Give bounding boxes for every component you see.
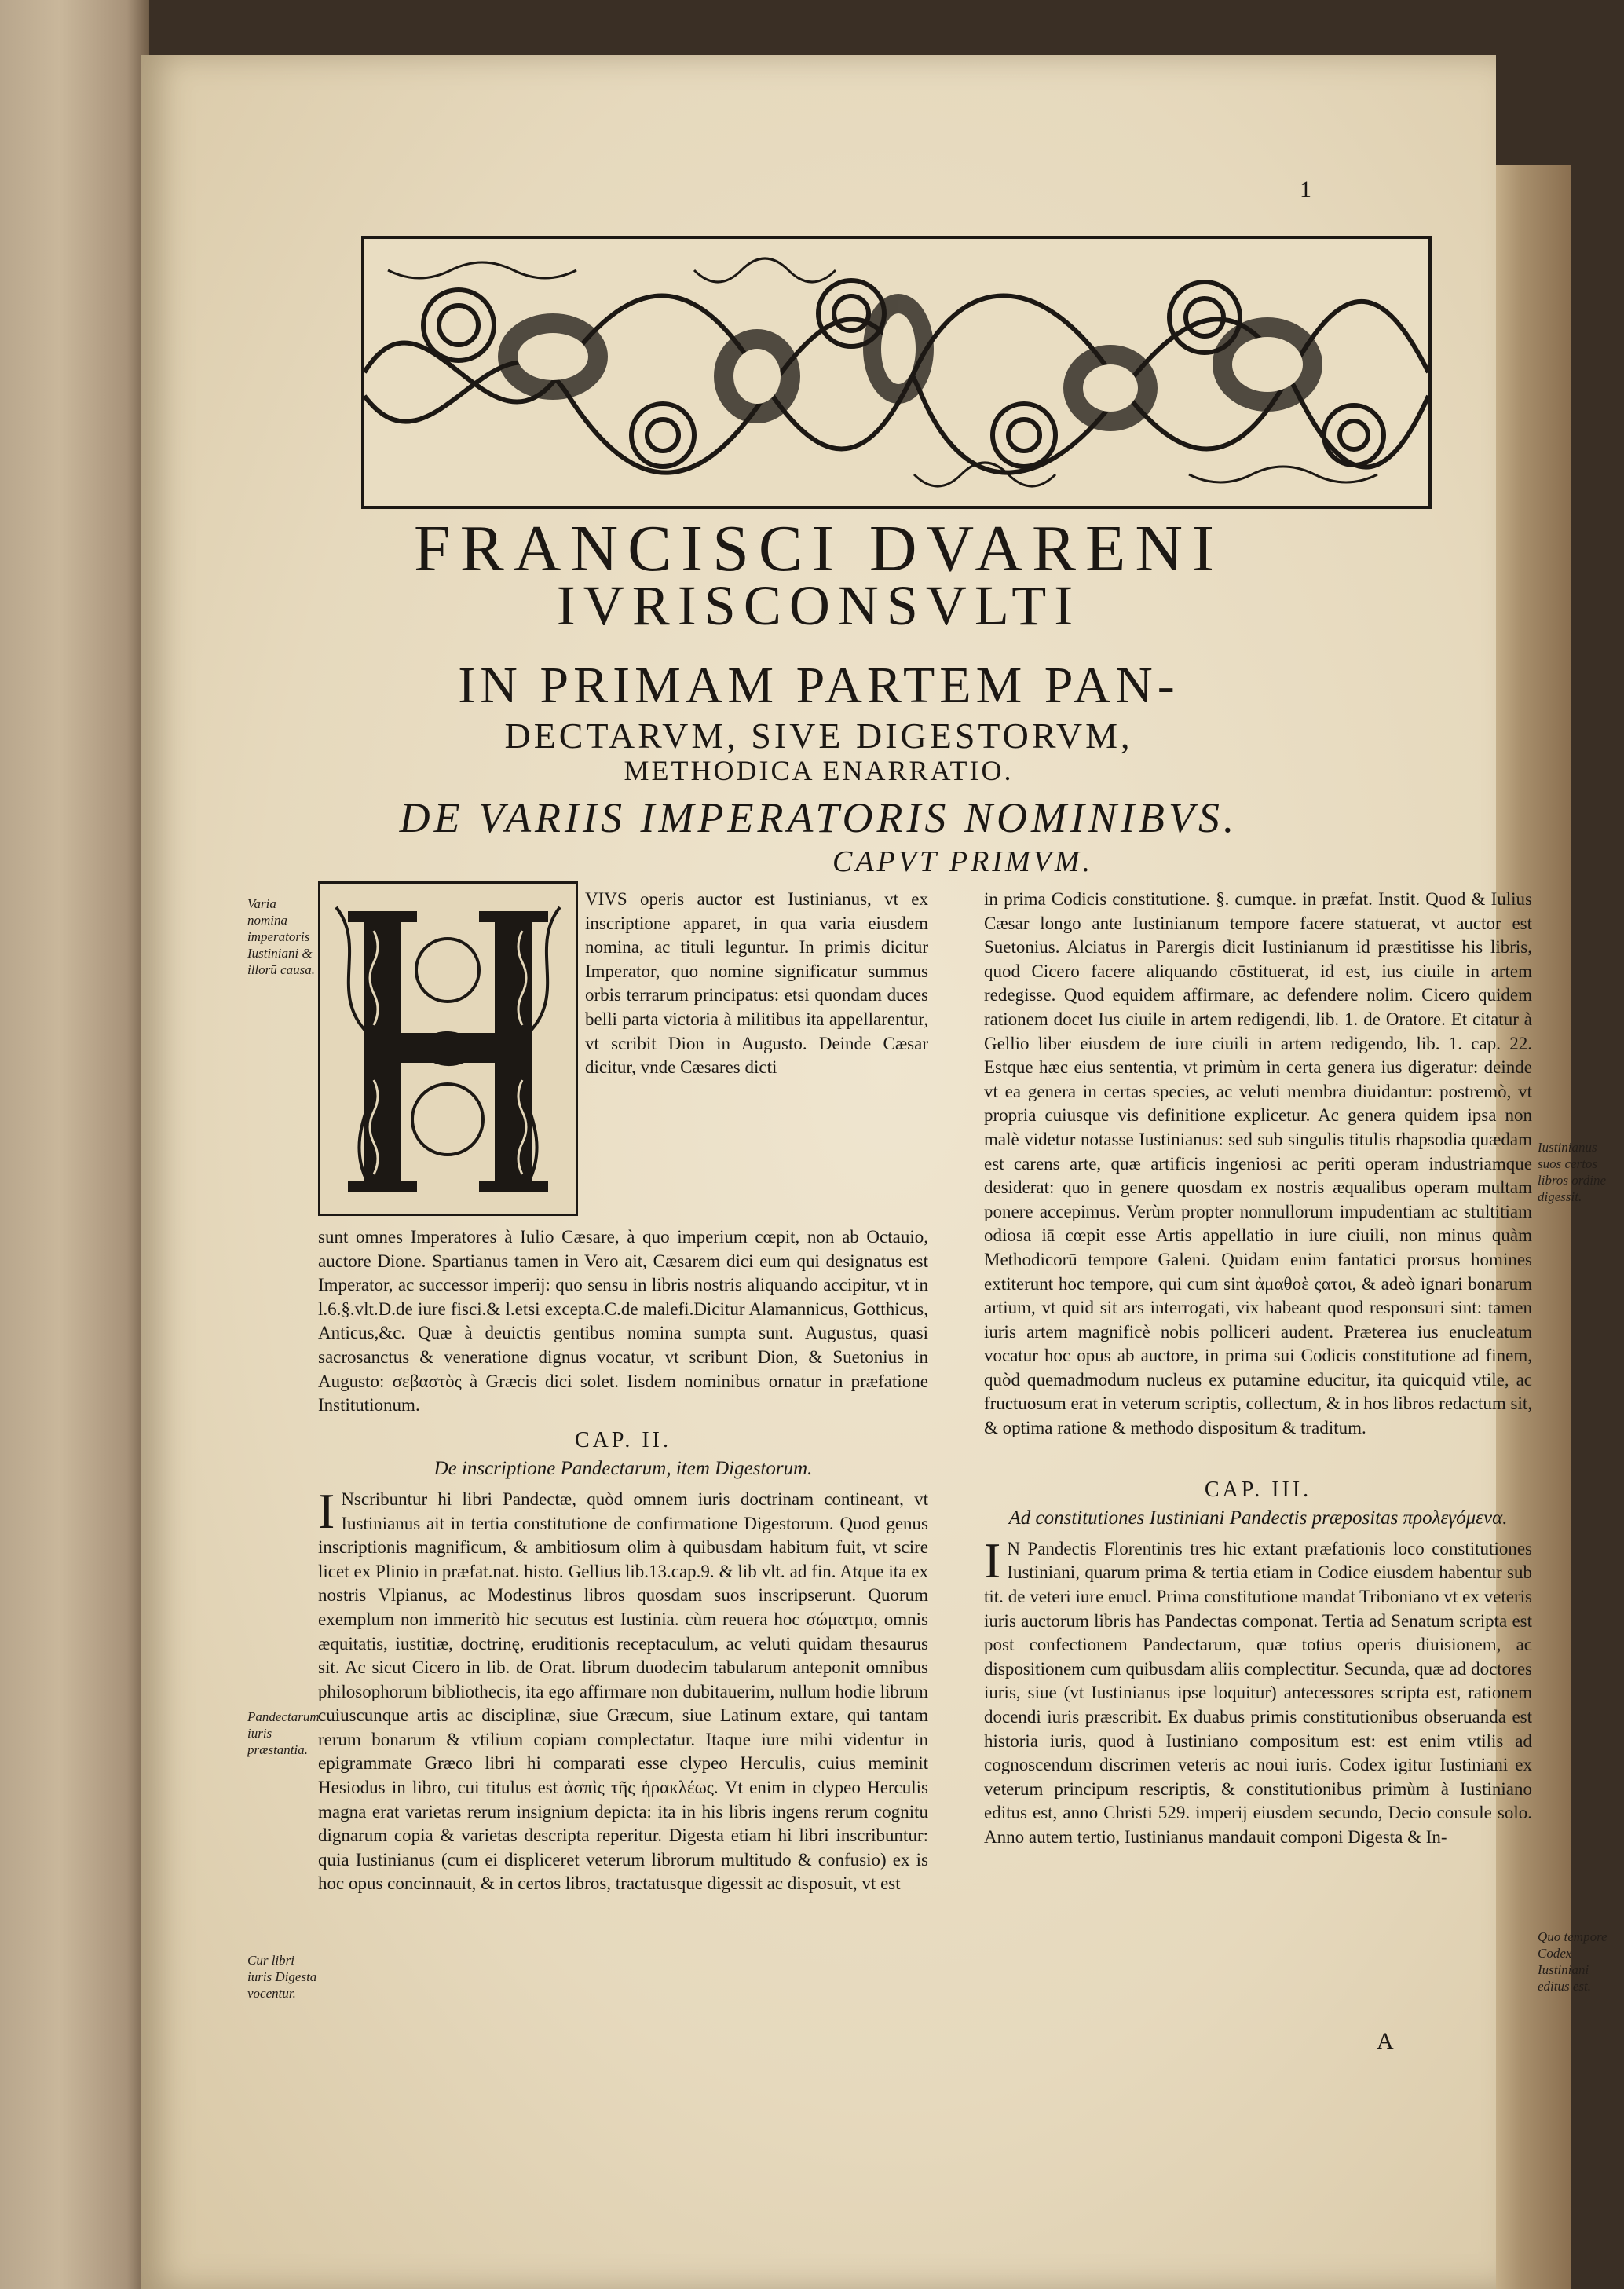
chapter-2-initial: I bbox=[318, 1482, 335, 1539]
margin-note-pandectarum: Pandectarum iuris præstantia. bbox=[247, 1709, 320, 1757]
chapter-3-body: N Pandectis Florentinis tres hic extant præfationis loco constitutiones Iustiniani, quarum prima & tertia etiam in Codice eiusdem habentur sub tit. de veteri iure enucl. Prima constitutione mandat Triboniano vt ex veteris iuris auctorum libris has Pandectas componat. Tertia ad Senatum scripta est post confectionem Pandectarum, quæ totius operis diuisionem, ac dispositionem cum quibusdam aliis complectitur. Secunda, quæ ad doctores iuris, siue (vt Iustinianus ipse loquitur) antecessores scripta est, rationem docendi iuris præscribit. Ex duabus primis constitutionibus obseruanda est historia iuris, quod à Iustiniano compositum est: est enim vtilis ad cognoscendum discrimen veteris ac noui iuris. Codex igitur Iustiniani ex veterum principum rescriptis, & constitutionibus primùm à Iustiniano editus est, anno Christi 529. imperij eiusdem secundo, Decio consule solo. Anno autem tertio, Iustinianus mandauit componi Digesta & In- bbox=[984, 1538, 1532, 1847]
title-author: FRANCISCI DVARENI bbox=[414, 512, 1223, 585]
ornamental-headpiece bbox=[361, 236, 1432, 509]
chapter-2-paragraph bbox=[318, 1482, 928, 1896]
chapter-1-opening-paragraph: VIVS operis auctor est Iustinianus, vt ex inscriptione apparet, in qua varia eiusdem nomina, ac tituli leguntur. In primis dicitur Imperator, quo nomine significatur summus orbis terrarum principatus: etsi quondam duces belli parta victoria à militibus ita appellarentur, vt scribit Dion in Augusto. Deinde Cæsar dicitur, vnde Cæsares dicti bbox=[585, 889, 928, 1078]
section-title: DE VARIIS IMPERATORIS NOMINIBVS. bbox=[399, 794, 1238, 841]
initial-h-image bbox=[320, 884, 576, 1214]
chapter-2-body: Nscribuntur hi libri Pandectæ, quòd omnem iuris doctrinam contineant, vt Iustinianus ait in tertia constitutione de confirmatione Digestorum. Quod genus inscriptionis magnificum, & ambitiosum olim à quibusdam habitum fuit, vt scire licet ex Plinio in præfat.nat. histo. Gellius lib.13.cap.9. & lib vlt. ad fin. Atque ita ex nostris Vlpianus, ac Modestinus libros quosdam suos inscripserunt. Quorum exemplum non immeritò hic secutus est Iustinia. cùm reuera hoc σώματμα, omnis æquitatis, iustitiæ, doctrinę, eruditionis receptaculum, ac veluti quidam thesaurus sit. Ac sicut Cicero in lib. de Orat. librum duodecim tabularum anteponit omnibus philosophorum bibliothecis, ita ego affirmare non dubitauerim, nullum hodie librum cuiuscunque artis ac disciplinæ, siue Græcum, siue Latinum extare, qui tantam rerum bonarum & vtilium copiam complectatur. Itaque iure mihi videntur in epigrammate Græco libri hi comparati esse clypeo Herculis, cuius meminit Hesiodus in libro, cui titulus est ἀσπὶς τῆς ἡρακλέως. Vt enim in clypeo Herculis magna erat varietas rerum insignium depicta: ita in his libris ingens rerum cognitu dignarum copia & varietas descripta reperitur. Digesta etiam hi libri inscribuntur: quia Iustinianus (cum ei displiceret veterum librorum multitudo & confusio) ex is hoc opus concinnauit, & in certos libros, tractatusque digessit ac disposuit, vt est bbox=[318, 1489, 928, 1894]
chapter-1-heading: CAPVT PRIMVM. bbox=[832, 845, 1094, 878]
chapter-3-paragraph bbox=[984, 1532, 1532, 1850]
decorated-initial-h bbox=[318, 881, 578, 1216]
title-work-line1: IN PRIMAM PARTEM PAN- bbox=[458, 657, 1180, 714]
right-column-text bbox=[984, 888, 1532, 1850]
folio-number: 1 bbox=[1300, 177, 1311, 203]
book-page bbox=[141, 55, 1608, 2289]
margin-note-iustinianus: Iustinianus suos certos libros ordine digessit. bbox=[1538, 1140, 1607, 1204]
margin-note-cur-libri: Cur libri iuris Digesta vocentur. bbox=[247, 1953, 317, 2001]
title-profession: IVRISCONSVLTI bbox=[556, 574, 1081, 637]
chapter-3-initial: I bbox=[984, 1532, 1001, 1588]
chapter-1-body: sunt omnes Imperatores à Iulio Cæsare, à quo imperium cœpit, non ab Octauio, auctore Dione. Spartianus tamen in Vero ait, Cæsarem dici eum qui designatus est Imperator, ac successor imperij: quo sensu in libris nostris aliquando accipitur, vt in l.6.§.vlt.D.de iure fisci.& l.etsi excepta.C.de malefi.Dicitur Alamannicus, Gotthicus, Anticus,&c. Quæ à deuictis gentibus nomina sumpta sunt. Augustus, quasi sacrosanctus & veneratione dignus vocatur, vt scribunt Dion, & Suetonius in Augusto: σεβαστὸς à Græcis dici solet. Iisdem nominibus ornatur in præfatione Institutionum. bbox=[318, 1227, 928, 1416]
margin-note-varia-nomina: Varia nomina imperatoris Iustiniani & illorū causa. bbox=[247, 896, 315, 977]
title-work-line2: DECTARVM, SIVE DIGESTORVM, bbox=[504, 716, 1133, 756]
signature-mark: A bbox=[1377, 2028, 1394, 2054]
chapter-3-heading: CAP. III. bbox=[1204, 1477, 1312, 1502]
book-cover-edge bbox=[0, 0, 149, 2289]
left-column-text bbox=[318, 1225, 928, 1896]
chapter-2-heading: CAP. II. bbox=[574, 1427, 671, 1452]
chapter-2-subtitle: De inscriptione Pandectarum, item Digestorum. bbox=[433, 1458, 813, 1480]
chapter-1-opening-text bbox=[585, 888, 928, 1080]
title-work-line3: METHODICA ENARRATIO. bbox=[624, 755, 1014, 786]
chapter-3-subtitle: Ad constitutiones Iustiniani Pandectis præpositas προλεγόμενα. bbox=[1008, 1507, 1508, 1529]
margin-note-quo-tempore: Quo tempore Codex Iustiniani editus est. bbox=[1538, 1929, 1608, 1994]
ornament-image bbox=[364, 239, 1428, 506]
right-column-body: in prima Codicis constitutione. §. cumque. in præfat. Instit. Quod & Iulius Cæsar longo ante Iustinianum tempore facere statuerat, vt auctor est Suetonius. Alciatus in Parergis dicit Iustinianum id præstitisse his libris, quod Cicero facere aliquando cōstituerat, id est, ius ciuile in artem redegisse. Quod equidem affirmare, ac defendere nolim. Cicero quidem rationem docet Ius ciuile in artem redigendi, lib. 1. de Oratore. Et citatur à Gellio liber eiusdem de iure ciuili in artem redigendo, lib. 1. cap. 22. Estque hæc eius sententia, vt primùm in certa genera ius digeratur: deinde vt ea genera in certas species, ac veluti membra diuidantur: postremò, vt propria cuiusque vis definitione explicetur. Ac genera quidem ipsa non malè videtur notasse Iustinianus: sed sub singulis titulis rhapsodia quædam est carens arte, quæ artificis ingeniosi ac periti operam industriamque desiderat: quo in genere quosdam ex nostris æqualibus operam multam ponere accepimus. Verùm propter nonnullorum impudentiam ac stultitiam odiosa iā cœpit esse Artis appellatio in iure ciuili, non minus quàm Methodicorū tempore Galeni. Quidam enim fantatici prorsus homines extiterunt hoc tempore, qui cum sint ἀμαθοὲ ςατοι, & adeò ignari bonarum artium, vt quid sit ars interrogati, vix habeant quod responsuri sint: tamen iuris artem magnificè nobis polliceri audent. Præterea ius enucleatum vocatur hoc opus ab auctore, in prima sui Codicis constitutione ad finem, quòd quemadmodum nucleus ex putamine educitur, ita quicquid vtile, ac fructuosum erat in veterum scriptis, collectum, & in hos libros redactum sit, & optima ratione & methodo dispositum & traditum. bbox=[984, 889, 1532, 1438]
